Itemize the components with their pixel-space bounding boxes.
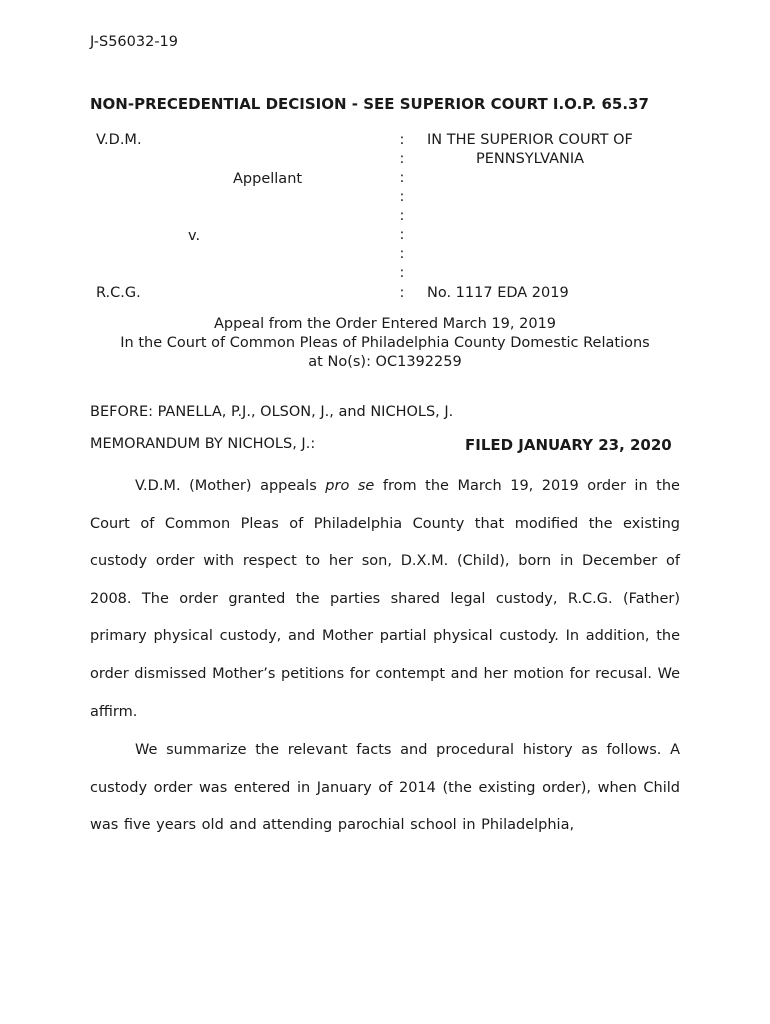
caption-colon: : [399, 132, 405, 148]
body-paragraph-2: We summarize the relevant facts and procedural history as follows. A custody order was entered in January of 2014 (the existing order), when Child was five years old and attending parochial school in Philadelphia, [90, 742, 680, 834]
versus-label: v. [188, 228, 201, 244]
appellee-name: R.C.G. [96, 285, 141, 301]
memorandum-author: MEMORANDUM BY NICHOLS, J.: [90, 436, 316, 452]
p1-italic: pro se [325, 478, 375, 494]
caption-colon: : [399, 265, 405, 281]
caption-colon: : [399, 170, 405, 186]
caption-colon: : [399, 208, 405, 224]
docket-number: J-S56032-19 [90, 34, 179, 50]
caption-colon: : [399, 285, 405, 301]
appeal-line1: Appeal from the Order Entered March 19, 2019 [213, 316, 557, 332]
decision-type-heading: NON-PRECEDENTIAL DECISION - SEE SUPERIOR COURT I.O.P. 65.37 [90, 95, 649, 113]
appeal-line2: In the Court of Common Pleas of Philadelphia County Domestic Relations [120, 335, 650, 351]
appellant-name: V.D.M. [96, 132, 142, 148]
caption-colon: : [399, 246, 405, 262]
appellant-role: Appellant [233, 171, 303, 187]
body-paragraph-1 [90, 468, 680, 731]
filed-date: FILED JANUARY 23, 2020 [465, 436, 672, 454]
caption-colon: : [399, 227, 405, 243]
court-name-line1: IN THE SUPERIOR COURT OF [427, 132, 633, 148]
p1-rest: from the March 19, 2019 order in the Court of Common Pleas of Philadelphia County that modified the existing custody order with respect to her son, D.X.M. (Child), born in December of 2008. The order granted the parties shared legal custody, R.C.G. (Father) primary physical custody, and Mother partial physical custody. In addition, the order dismissed Mother’s petitions for contempt and her motion for recusal. We affirm. [90, 478, 680, 720]
case-number: No. 1117 EDA 2019 [427, 285, 569, 301]
panel-before: BEFORE: PANELLA, P.J., OLSON, J., and NICHOLS, J. [90, 404, 454, 420]
caption-colon: : [399, 151, 405, 167]
caption-colon: : [399, 189, 405, 205]
appeal-line3: at No(s): OC1392259 [308, 354, 462, 370]
p1-start: V.D.M. (Mother) appeals [135, 478, 326, 494]
court-name-line2: PENNSYLVANIA [476, 151, 585, 167]
